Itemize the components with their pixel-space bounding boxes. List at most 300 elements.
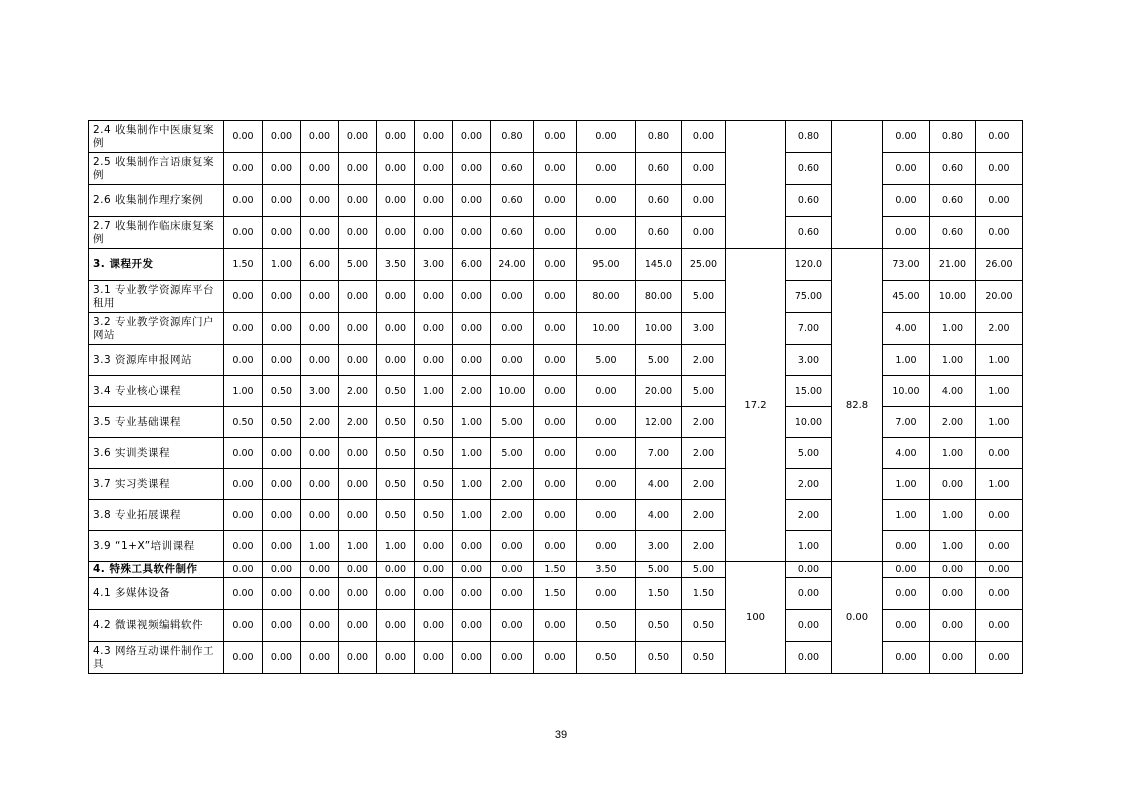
value-cell: 0.00	[577, 469, 636, 500]
value-cell: 4.00	[636, 469, 682, 500]
value-cell: 0.00	[263, 469, 301, 500]
value-cell: 0.50	[263, 407, 301, 438]
value-cell: 0.00	[534, 469, 577, 500]
value-cell: 0.00	[415, 185, 453, 217]
value-cell: 0.00	[976, 578, 1023, 610]
value-cell: 0.00	[377, 121, 415, 153]
value-cell: 80.00	[636, 281, 682, 313]
value-cell: 0.80	[930, 121, 976, 153]
value-cell: 0.00	[301, 313, 339, 345]
value-cell: 0.00	[415, 345, 453, 376]
value-cell: 0.00	[301, 469, 339, 500]
value-cell: 73.00	[883, 249, 930, 281]
value-cell: 0.60	[491, 153, 534, 185]
value-cell: 0.50	[377, 438, 415, 469]
value-cell: 0.00	[534, 121, 577, 153]
value-cell: 0.00	[577, 185, 636, 217]
table-row	[89, 121, 1023, 153]
value-cell: 0.00	[883, 121, 930, 153]
value-cell: 1.50	[224, 249, 263, 281]
value-cell: 0.00	[453, 281, 491, 313]
value-cell: 0.00	[883, 531, 930, 562]
value-cell: 0.00	[224, 531, 263, 562]
value-cell: 0.80	[491, 121, 534, 153]
value-cell: 2.00	[682, 500, 726, 531]
value-cell: 0.00	[976, 531, 1023, 562]
value-cell: 0.80	[786, 121, 832, 153]
value-cell: 2.00	[682, 531, 726, 562]
value-cell: 1.00	[883, 469, 930, 500]
value-cell: 0.00	[453, 345, 491, 376]
value-cell: 0.00	[577, 578, 636, 610]
value-cell: 0.00	[301, 281, 339, 313]
value-cell: 0.00	[453, 313, 491, 345]
value-cell: 0.50	[377, 407, 415, 438]
value-cell: 0.50	[415, 438, 453, 469]
value-cell: 0.00	[415, 121, 453, 153]
value-cell: 0.00	[377, 578, 415, 610]
value-cell: 0.00	[491, 578, 534, 610]
value-cell: 0.00	[377, 562, 415, 578]
value-cell: 0.00	[263, 281, 301, 313]
value-cell: 1.00	[301, 531, 339, 562]
value-cell: 0.00	[339, 153, 377, 185]
merged-ratio-cell: 0.00	[832, 562, 883, 674]
value-cell: 0.00	[491, 562, 534, 578]
value-cell: 1.00	[930, 531, 976, 562]
value-cell: 26.00	[976, 249, 1023, 281]
value-cell: 0.00	[930, 610, 976, 642]
row-label: 3.8 专业拓展课程	[89, 500, 224, 531]
value-cell: 0.00	[301, 610, 339, 642]
value-cell: 0.00	[976, 153, 1023, 185]
value-cell: 0.00	[930, 578, 976, 610]
row-label: 4. 特殊工具软件制作	[89, 562, 224, 578]
value-cell: 7.00	[786, 313, 832, 345]
value-cell: 0.00	[377, 281, 415, 313]
value-cell: 0.00	[377, 217, 415, 249]
value-cell: 0.00	[453, 610, 491, 642]
value-cell: 1.00	[263, 249, 301, 281]
row-label: 2.5 收集制作言语康复案例	[89, 153, 224, 185]
value-cell: 0.50	[224, 407, 263, 438]
value-cell: 0.00	[786, 578, 832, 610]
value-cell: 0.00	[930, 642, 976, 674]
value-cell: 0.00	[224, 578, 263, 610]
merged-ratio-cell	[832, 121, 883, 249]
value-cell: 0.00	[534, 376, 577, 407]
value-cell: 1.00	[339, 531, 377, 562]
table-row	[89, 642, 1023, 674]
table-row	[89, 345, 1023, 376]
value-cell: 0.00	[577, 376, 636, 407]
table-row	[89, 407, 1023, 438]
value-cell: 2.00	[339, 376, 377, 407]
value-cell: 20.00	[636, 376, 682, 407]
value-cell: 0.00	[682, 121, 726, 153]
value-cell: 3.50	[577, 562, 636, 578]
table-row	[89, 249, 1023, 281]
value-cell: 5.00	[682, 376, 726, 407]
row-label: 2.7 收集制作临床康复案例	[89, 217, 224, 249]
value-cell: 0.00	[339, 345, 377, 376]
value-cell: 0.00	[377, 610, 415, 642]
value-cell: 0.00	[976, 642, 1023, 674]
value-cell: 2.00	[786, 469, 832, 500]
value-cell: 0.50	[636, 642, 682, 674]
row-label: 3.1 专业教学资源库平台租用	[89, 281, 224, 313]
value-cell: 7.00	[636, 438, 682, 469]
value-cell: 5.00	[636, 562, 682, 578]
value-cell: 0.00	[415, 217, 453, 249]
value-cell: 0.00	[339, 469, 377, 500]
value-cell: 0.00	[883, 562, 930, 578]
value-cell: 0.60	[636, 185, 682, 217]
value-cell: 7.00	[883, 407, 930, 438]
value-cell: 0.00	[301, 185, 339, 217]
value-cell: 5.00	[339, 249, 377, 281]
value-cell: 0.00	[491, 642, 534, 674]
row-label: 2.4 收集制作中医康复案例	[89, 121, 224, 153]
value-cell: 0.00	[976, 562, 1023, 578]
value-cell: 0.00	[976, 610, 1023, 642]
table-row	[89, 578, 1023, 610]
value-cell: 1.00	[224, 376, 263, 407]
merged-ratio-cell: 17.2	[726, 249, 786, 562]
table-row	[89, 562, 1023, 578]
value-cell: 1.00	[415, 376, 453, 407]
value-cell: 3.00	[301, 376, 339, 407]
value-cell: 95.00	[577, 249, 636, 281]
row-label: 3.4 专业核心课程	[89, 376, 224, 407]
value-cell: 0.00	[930, 469, 976, 500]
value-cell: 0.00	[301, 217, 339, 249]
row-label: 3.9 “1+X”培训课程	[89, 531, 224, 562]
row-label: 4.3 网络互动课件制作工具	[89, 642, 224, 674]
merged-ratio-cell: 100	[726, 562, 786, 674]
value-cell: 2.00	[453, 376, 491, 407]
value-cell: 0.00	[263, 438, 301, 469]
value-cell: 120.0	[786, 249, 832, 281]
value-cell: 10.00	[577, 313, 636, 345]
value-cell: 0.50	[577, 642, 636, 674]
value-cell: 0.60	[491, 185, 534, 217]
table-row	[89, 438, 1023, 469]
budget-table	[88, 120, 1023, 674]
value-cell: 2.00	[339, 407, 377, 438]
value-cell: 0.00	[339, 562, 377, 578]
value-cell: 0.60	[636, 217, 682, 249]
page-number: 39	[554, 729, 568, 741]
value-cell: 0.00	[534, 281, 577, 313]
value-cell: 0.00	[301, 153, 339, 185]
value-cell: 1.50	[636, 578, 682, 610]
value-cell: 1.00	[786, 531, 832, 562]
value-cell: 0.60	[930, 185, 976, 217]
value-cell: 3.00	[786, 345, 832, 376]
value-cell: 0.50	[415, 407, 453, 438]
row-label: 4.1 多媒体设备	[89, 578, 224, 610]
value-cell: 0.00	[453, 531, 491, 562]
value-cell: 0.00	[534, 249, 577, 281]
merged-ratio-cell: 82.8	[832, 249, 883, 562]
value-cell: 0.50	[377, 469, 415, 500]
value-cell: 0.00	[534, 185, 577, 217]
value-cell: 0.00	[577, 407, 636, 438]
value-cell: 0.00	[301, 500, 339, 531]
value-cell: 0.00	[224, 610, 263, 642]
value-cell: 10.00	[930, 281, 976, 313]
value-cell: 0.00	[263, 185, 301, 217]
value-cell: 1.00	[453, 407, 491, 438]
table-row	[89, 376, 1023, 407]
value-cell: 0.60	[930, 153, 976, 185]
value-cell: 0.50	[682, 642, 726, 674]
value-cell: 0.00	[883, 217, 930, 249]
table-row	[89, 313, 1023, 345]
value-cell: 0.00	[224, 438, 263, 469]
table-row	[89, 531, 1023, 562]
value-cell: 0.00	[263, 531, 301, 562]
value-cell: 0.00	[976, 500, 1023, 531]
value-cell: 1.50	[682, 578, 726, 610]
row-label: 3.5 专业基础课程	[89, 407, 224, 438]
value-cell: 145.0	[636, 249, 682, 281]
value-cell: 25.00	[682, 249, 726, 281]
value-cell: 0.00	[301, 642, 339, 674]
value-cell: 0.00	[682, 185, 726, 217]
value-cell: 0.00	[377, 153, 415, 185]
value-cell: 0.00	[339, 217, 377, 249]
value-cell: 0.00	[377, 642, 415, 674]
value-cell: 0.00	[301, 578, 339, 610]
value-cell: 1.50	[534, 562, 577, 578]
value-cell: 2.00	[682, 469, 726, 500]
value-cell: 0.60	[930, 217, 976, 249]
value-cell: 10.00	[883, 376, 930, 407]
value-cell: 6.00	[453, 249, 491, 281]
value-cell: 5.00	[636, 345, 682, 376]
value-cell: 1.00	[930, 345, 976, 376]
value-cell: 3.00	[636, 531, 682, 562]
value-cell: 0.00	[339, 313, 377, 345]
row-label: 3.2 专业教学资源库门户网站	[89, 313, 224, 345]
value-cell: 2.00	[682, 345, 726, 376]
value-cell: 0.00	[224, 642, 263, 674]
row-label: 3.6 实训类课程	[89, 438, 224, 469]
row-label: 3.3 资源库申报网站	[89, 345, 224, 376]
value-cell: 2.00	[786, 500, 832, 531]
value-cell: 0.00	[415, 153, 453, 185]
value-cell: 0.00	[263, 642, 301, 674]
value-cell: 0.50	[377, 500, 415, 531]
value-cell: 0.00	[263, 578, 301, 610]
value-cell: 0.00	[224, 217, 263, 249]
value-cell: 4.00	[883, 313, 930, 345]
merged-ratio-cell	[726, 121, 786, 249]
value-cell: 0.00	[883, 153, 930, 185]
value-cell: 21.00	[930, 249, 976, 281]
value-cell: 12.00	[636, 407, 682, 438]
value-cell: 2.00	[491, 469, 534, 500]
value-cell: 0.00	[534, 153, 577, 185]
value-cell: 0.00	[883, 642, 930, 674]
value-cell: 1.00	[930, 500, 976, 531]
value-cell: 0.00	[415, 313, 453, 345]
value-cell: 0.00	[415, 578, 453, 610]
value-cell: 0.00	[224, 153, 263, 185]
value-cell: 0.00	[339, 121, 377, 153]
value-cell: 1.00	[453, 469, 491, 500]
value-cell: 1.00	[930, 313, 976, 345]
value-cell: 0.00	[534, 438, 577, 469]
value-cell: 1.00	[976, 469, 1023, 500]
value-cell: 0.00	[534, 407, 577, 438]
value-cell: 0.00	[453, 121, 491, 153]
value-cell: 5.00	[577, 345, 636, 376]
value-cell: 2.00	[682, 438, 726, 469]
value-cell: 0.00	[976, 438, 1023, 469]
value-cell: 0.00	[682, 217, 726, 249]
value-cell: 24.00	[491, 249, 534, 281]
table-row	[89, 469, 1023, 500]
row-label: 3. 课程开发	[89, 249, 224, 281]
value-cell: 10.00	[786, 407, 832, 438]
value-cell: 0.00	[263, 345, 301, 376]
value-cell: 0.00	[377, 185, 415, 217]
value-cell: 2.00	[301, 407, 339, 438]
value-cell: 0.00	[301, 121, 339, 153]
value-cell: 0.00	[577, 500, 636, 531]
value-cell: 1.00	[976, 345, 1023, 376]
value-cell: 15.00	[786, 376, 832, 407]
value-cell: 0.00	[786, 610, 832, 642]
value-cell: 0.00	[339, 185, 377, 217]
value-cell: 0.00	[534, 345, 577, 376]
value-cell: 75.00	[786, 281, 832, 313]
value-cell: 0.00	[263, 121, 301, 153]
value-cell: 0.00	[415, 610, 453, 642]
value-cell: 6.00	[301, 249, 339, 281]
value-cell: 0.00	[339, 438, 377, 469]
row-label: 4.2 微课视频编辑软件	[89, 610, 224, 642]
value-cell: 0.00	[263, 500, 301, 531]
value-cell: 0.00	[339, 578, 377, 610]
value-cell: 2.00	[682, 407, 726, 438]
value-cell: 0.00	[263, 562, 301, 578]
table-row	[89, 217, 1023, 249]
value-cell: 0.00	[577, 153, 636, 185]
value-cell: 0.00	[263, 217, 301, 249]
row-label: 3.7 实习类课程	[89, 469, 224, 500]
value-cell: 0.50	[577, 610, 636, 642]
value-cell: 0.00	[786, 562, 832, 578]
value-cell: 80.00	[577, 281, 636, 313]
value-cell: 0.00	[453, 217, 491, 249]
value-cell: 0.00	[534, 500, 577, 531]
value-cell: 0.50	[636, 610, 682, 642]
value-cell: 5.00	[786, 438, 832, 469]
value-cell: 0.00	[577, 438, 636, 469]
value-cell: 3.00	[682, 313, 726, 345]
value-cell: 0.00	[453, 185, 491, 217]
value-cell: 5.00	[682, 562, 726, 578]
value-cell: 0.00	[339, 500, 377, 531]
value-cell: 0.60	[491, 217, 534, 249]
value-cell: 0.00	[491, 313, 534, 345]
table-body	[89, 121, 1023, 674]
value-cell: 0.00	[224, 562, 263, 578]
value-cell: 20.00	[976, 281, 1023, 313]
value-cell: 0.00	[224, 121, 263, 153]
value-cell: 0.00	[976, 121, 1023, 153]
value-cell: 3.50	[377, 249, 415, 281]
value-cell: 0.00	[224, 345, 263, 376]
value-cell: 0.00	[577, 217, 636, 249]
value-cell: 0.00	[491, 610, 534, 642]
value-cell: 4.00	[883, 438, 930, 469]
table-row	[89, 610, 1023, 642]
value-cell: 2.00	[930, 407, 976, 438]
value-cell: 0.00	[577, 121, 636, 153]
value-cell: 45.00	[883, 281, 930, 313]
value-cell: 1.00	[377, 531, 415, 562]
value-cell: 0.00	[415, 642, 453, 674]
value-cell: 1.00	[883, 500, 930, 531]
value-cell: 0.00	[377, 313, 415, 345]
value-cell: 2.00	[491, 500, 534, 531]
value-cell: 0.60	[786, 217, 832, 249]
value-cell: 0.50	[377, 376, 415, 407]
value-cell: 0.50	[415, 500, 453, 531]
value-cell: 10.00	[491, 376, 534, 407]
value-cell: 0.00	[453, 562, 491, 578]
table-row	[89, 281, 1023, 313]
value-cell: 0.00	[534, 217, 577, 249]
table-row	[89, 153, 1023, 185]
value-cell: 5.00	[491, 438, 534, 469]
value-cell: 0.00	[534, 642, 577, 674]
value-cell: 0.00	[883, 610, 930, 642]
value-cell: 0.00	[491, 281, 534, 313]
value-cell: 10.00	[636, 313, 682, 345]
value-cell: 0.00	[224, 469, 263, 500]
value-cell: 0.50	[682, 610, 726, 642]
value-cell: 0.00	[453, 578, 491, 610]
value-cell: 5.00	[491, 407, 534, 438]
value-cell: 1.00	[930, 438, 976, 469]
row-label: 2.6 收集制作理疗案例	[89, 185, 224, 217]
value-cell: 0.00	[263, 610, 301, 642]
value-cell: 0.00	[786, 642, 832, 674]
value-cell: 0.00	[224, 500, 263, 531]
value-cell: 0.00	[534, 531, 577, 562]
value-cell: 0.00	[263, 153, 301, 185]
value-cell: 3.00	[415, 249, 453, 281]
value-cell: 1.00	[453, 500, 491, 531]
value-cell: 0.50	[263, 376, 301, 407]
value-cell: 0.00	[682, 153, 726, 185]
value-cell: 0.00	[263, 313, 301, 345]
value-cell: 0.00	[976, 217, 1023, 249]
value-cell: 0.00	[301, 345, 339, 376]
value-cell: 0.00	[339, 610, 377, 642]
value-cell: 1.00	[883, 345, 930, 376]
value-cell: 0.00	[415, 531, 453, 562]
value-cell: 1.00	[976, 376, 1023, 407]
value-cell: 0.60	[636, 153, 682, 185]
value-cell: 0.00	[534, 610, 577, 642]
